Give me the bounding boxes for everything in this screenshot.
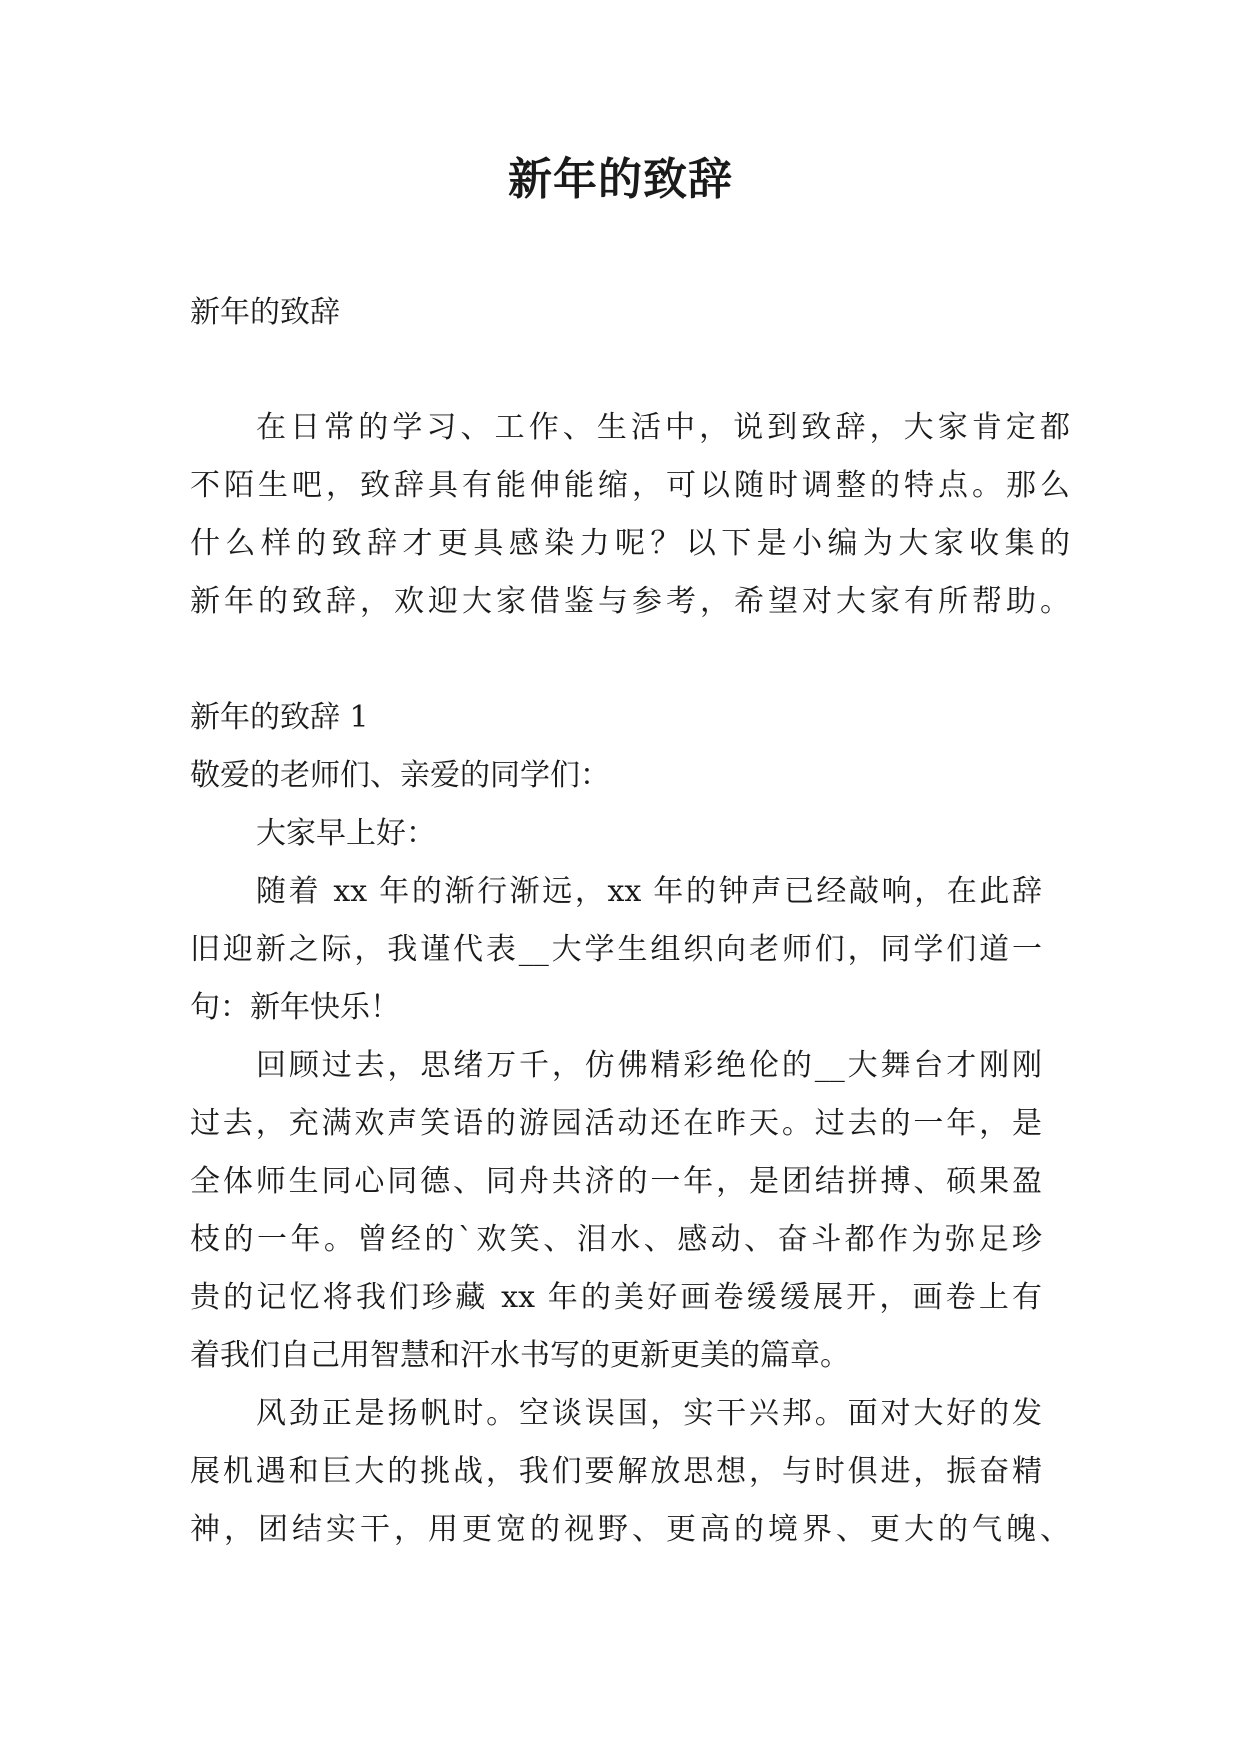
document-subtitle: 新年的致辞	[190, 295, 340, 330]
paragraph-line: 句：新年快乐！	[190, 990, 400, 1025]
salutation: 敬爱的老师们、亲爱的同学们：	[190, 758, 610, 793]
paragraph-line: 回顾过去，思绪万千，仿佛精彩绝伦的__大舞台才刚刚	[256, 1048, 1042, 1083]
paragraph-line: 风劲正是扬帆时。空谈误国，实干兴邦。面对大好的发	[256, 1396, 1042, 1431]
section-heading: 新年的致辞 1	[190, 700, 369, 735]
intro-line: 什么样的致辞才更具感染力呢？以下是小编为大家收集的	[190, 526, 1070, 561]
paragraph-line: 着我们自己用智慧和汗水书写的更新更美的篇章。	[190, 1338, 850, 1373]
document-title: 新年的致辞	[508, 154, 733, 205]
paragraph-line: 神，团结实干，用更宽的视野、更高的境界、更大的气魄、	[190, 1512, 1070, 1547]
paragraph-line: 过去，充满欢声笑语的游园活动还在昨天。过去的一年，是	[190, 1106, 1042, 1141]
paragraph-line: 贵的记忆将我们珍藏 xx 年的美好画卷缓缓展开，画卷上有	[190, 1280, 1042, 1315]
intro-line: 不陌生吧，致辞具有能伸能缩，可以随时调整的特点。那么	[190, 468, 1070, 503]
paragraph-line: 旧迎新之际，我谨代表__大学生组织向老师们，同学们道一	[190, 932, 1042, 967]
intro-line: 在日常的学习、工作、生活中，说到致辞，大家肯定都	[256, 410, 1070, 445]
paragraph-line: 枝的一年。曾经的`欢笑、泪水、感动、奋斗都作为弥足珍	[190, 1222, 1042, 1257]
intro-line: 新年的致辞，欢迎大家借鉴与参考，希望对大家有所帮助。	[190, 584, 1070, 619]
greeting: 大家早上好：	[256, 816, 436, 851]
paragraph-line: 全体师生同心同德、同舟共济的一年，是团结拼搏、硕果盈	[190, 1164, 1042, 1199]
paragraph-line: 展机遇和巨大的挑战，我们要解放思想，与时俱进，振奋精	[190, 1454, 1042, 1489]
paragraph-line: 随着 xx 年的渐行渐远，xx 年的钟声已经敲响，在此辞	[256, 874, 1042, 909]
